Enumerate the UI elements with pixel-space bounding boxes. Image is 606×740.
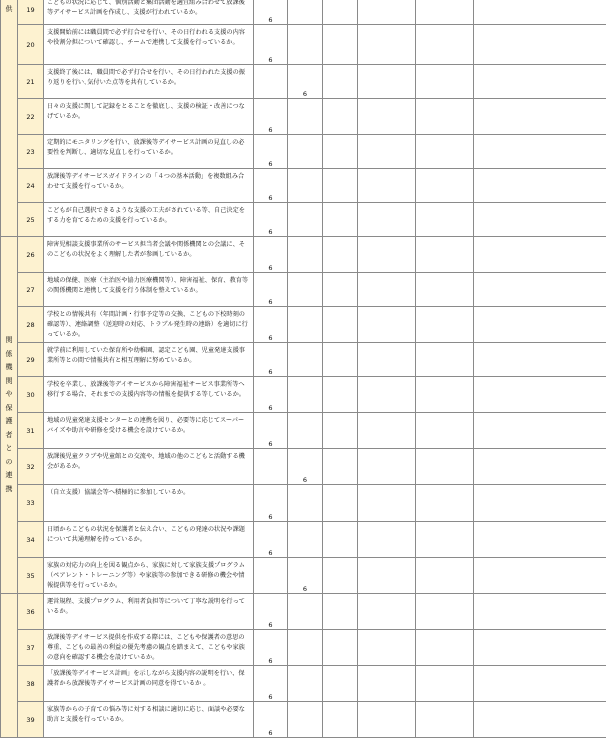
answer-comment [416,25,474,65]
answer-partial [288,273,323,307]
answer-partial [288,0,323,25]
table-row [1,413,606,449]
answer-partial: 6 [288,65,323,99]
item-number: 34 [18,522,44,558]
answer-comment [416,666,474,702]
answer-comment [416,558,474,594]
item-number: 38 [18,666,44,702]
answer-improvement [474,377,606,413]
item-number: 30 [18,377,44,413]
item-text: 障害児相談支援事業所のサービス担当者会議や関係機関との会議に、そのこどもの状況をよく理解した者が参画しているか。 [44,237,254,273]
item-text: 学校との情報共有（年間計画・行事予定等の交換、こどもの下校時刻の確認等）、連絡調整（送迎時の対応、トラブル発生時の連絡）を適切に行っているか。 [44,307,254,343]
item-text: 地域の児童発達支援センターとの連携を図り、必要等に応じてスーパーバイズや助言や研修を受ける機会を設けているか。 [44,413,254,449]
answer-yes: 6 [254,307,288,343]
table-row [1,485,606,522]
answer-partial [288,99,323,135]
answer-improvement [474,203,606,237]
answer-improvement [474,0,606,25]
answer-partial: 6 [288,449,323,485]
item-number: 39 [18,702,44,738]
item-number: 36 [18,594,44,630]
item-number: 31 [18,413,44,449]
answer-partial: 6 [288,558,323,594]
answer-unknown [358,485,416,522]
table-row [1,594,606,630]
answer-no [323,449,358,485]
answer-comment [416,702,474,738]
answer-unknown [358,0,416,25]
category-cell [1,0,18,237]
category-cell [1,237,18,594]
answer-no [323,702,358,738]
table-row [1,25,606,65]
item-text: こどもの状況に応じて、個別活動と集団活動を適宜組み合わせて放課後等デイサービス計画を作成し、支援が行われているか。 [44,0,254,25]
table-row [1,343,606,377]
answer-unknown [358,377,416,413]
answer-no [323,65,358,99]
answer-no [323,25,358,65]
answer-comment [416,65,474,99]
answer-comment [416,203,474,237]
answer-yes: 6 [254,0,288,25]
answer-partial [288,203,323,237]
answer-yes: 6 [254,630,288,666]
answer-unknown [358,630,416,666]
answer-comment [416,0,474,25]
table-row [1,666,606,702]
answer-unknown [358,307,416,343]
answer-no [323,307,358,343]
answer-improvement [474,449,606,485]
item-text: 放課後等デイサービスガイドラインの「４つの基本活動」を複数組み合わせて支援を行っているか。 [44,169,254,203]
answer-partial [288,702,323,738]
answer-improvement [474,413,606,449]
table-row [1,558,606,594]
category-cell [1,594,18,738]
answer-comment [416,377,474,413]
item-text: 放課後児童クラブや児童館との交流や、地域の他のこどもと活動する機会があるか。 [44,449,254,485]
answer-no [323,237,358,273]
answer-comment [416,99,474,135]
answer-unknown [358,135,416,169]
table-row [1,273,606,307]
table-row [1,449,606,485]
answer-partial [288,307,323,343]
answer-unknown [358,65,416,99]
answer-unknown [358,702,416,738]
answer-no [323,135,358,169]
item-number: 19 [18,0,44,25]
item-text: 日頃からこどもの状況を保護者と伝え合い、こどもの発達の状況や課題について共通理解を持っているか。 [44,522,254,558]
answer-unknown [358,343,416,377]
answer-yes: 6 [254,522,288,558]
table-row [1,99,606,135]
table-row [1,65,606,99]
item-text: 定期的にモニタリングを行い、放課後等デイサービス計画の見直しの必要性を判断し、適切な見直しを行っているか。 [44,135,254,169]
item-text: 支援開始前には職員間で必ず打合せを行い、その日行われる支援の内容や役割分担について確認し、チームで連携して支援を行っているか。 [44,25,254,65]
answer-yes [254,558,288,594]
answer-yes: 6 [254,99,288,135]
answer-comment [416,169,474,203]
answer-comment [416,135,474,169]
answer-comment [416,273,474,307]
answer-unknown [358,558,416,594]
answer-no [323,485,358,522]
answer-unknown [358,413,416,449]
table-row [1,237,606,273]
answer-no [323,666,358,702]
answer-improvement [474,65,606,99]
answer-improvement [474,522,606,558]
answer-comment [416,307,474,343]
item-number: 21 [18,65,44,99]
answer-yes: 6 [254,203,288,237]
answer-partial [288,522,323,558]
item-text: こどもが自己選択できるような支援の工夫がされている等、自己決定をする力を育てるための支援を行っているか。 [44,203,254,237]
answer-unknown [358,522,416,558]
answer-yes: 6 [254,702,288,738]
answer-improvement [474,343,606,377]
answer-no [323,413,358,449]
item-text: 就学前に利用していた保育所や幼稚園、認定こども園、児童発達支援事業所等との間で情報共有と相互理解に努めているか。 [44,343,254,377]
answer-unknown [358,25,416,65]
answer-no [323,558,358,594]
item-number: 33 [18,485,44,522]
answer-yes: 6 [254,273,288,307]
table-row [1,522,606,558]
answer-improvement [474,558,606,594]
answer-yes [254,449,288,485]
item-number: 27 [18,273,44,307]
item-number: 35 [18,558,44,594]
answer-unknown [358,203,416,237]
item-number: 25 [18,203,44,237]
answer-partial [288,343,323,377]
answer-no [323,522,358,558]
answer-improvement [474,135,606,169]
answer-comment [416,237,474,273]
item-text: （自立支援）協議会等へ積極的に参加しているか。 [44,485,254,522]
table-row [1,630,606,666]
answer-improvement [474,485,606,522]
item-number: 23 [18,135,44,169]
answer-partial [288,25,323,65]
answer-yes: 6 [254,237,288,273]
answer-partial [288,135,323,169]
answer-comment [416,630,474,666]
answer-improvement [474,307,606,343]
answer-yes: 6 [254,413,288,449]
answer-partial [288,666,323,702]
table-row [1,0,606,25]
answer-unknown [358,169,416,203]
item-text: 地域の保健、医療（主治医や協力医療機関等）、障害福祉、保育、教育等の関係機関と連携して支援を行う体制を整えているか。 [44,273,254,307]
item-number: 28 [18,307,44,343]
item-number: 26 [18,237,44,273]
answer-partial [288,413,323,449]
answer-comment [416,594,474,630]
answer-improvement [474,169,606,203]
answer-no [323,343,358,377]
answer-comment [416,343,474,377]
answer-improvement [474,99,606,135]
table-row [1,135,606,169]
item-text: 支援終了後には、職員間で必ず打合せを行い、その日行われた支援の振り返りを行い､気付いた点等を共有しているか。 [44,65,254,99]
table-row [1,169,606,203]
item-text: 運営規程、支援プログラム、利用者負担等について丁寧な説明を行っているか。 [44,594,254,630]
answer-partial [288,485,323,522]
answer-no [323,594,358,630]
answer-unknown [358,449,416,485]
item-text: 家族の対応力の向上を図る観点から、家族に対して家族支援プログラム（ペアレント・トレーニング等）や家族等の参加できる研修の機会や情報提供等を行っているか。 [44,558,254,594]
table-row [1,307,606,343]
answer-improvement [474,237,606,273]
answer-yes [254,65,288,99]
item-number: 20 [18,25,44,65]
answer-comment [416,449,474,485]
answer-yes: 6 [254,485,288,522]
table-row [1,377,606,413]
answer-no [323,273,358,307]
answer-yes: 6 [254,25,288,65]
answer-partial [288,630,323,666]
table-row [1,203,606,237]
item-text: 学校を卒業し、放課後等デイサービスから障害福祉サービス事業所等へ移行する場合、それまでの支援内容等の情報を提供する等しているか。 [44,377,254,413]
answer-comment [416,413,474,449]
answer-no [323,203,358,237]
item-text: 家族等からの子育ての悩み等に対する相談に適切に応じ、面談や必要な助言と支援を行っているか。 [44,702,254,738]
answer-yes: 6 [254,169,288,203]
answer-partial [288,594,323,630]
answer-comment [416,485,474,522]
answer-no [323,377,358,413]
item-number: 37 [18,630,44,666]
answer-yes: 6 [254,135,288,169]
item-text: 放課後等デイサービス提供を作成する際には、こどもや保護者の意思の尊重、こどもの最善の利益の優先考慮の観点を踏まえて、こどもや家族の意向を確認する機会を設けているか。 [44,630,254,666]
answer-partial [288,377,323,413]
answer-no [323,630,358,666]
answer-unknown [358,237,416,273]
answer-yes: 6 [254,666,288,702]
answer-no [323,169,358,203]
answer-improvement [474,630,606,666]
item-number: 22 [18,99,44,135]
item-number: 32 [18,449,44,485]
answer-improvement [474,25,606,65]
answer-improvement [474,702,606,738]
answer-yes: 6 [254,377,288,413]
answer-unknown [358,273,416,307]
category-label: 関 係 機 関 や 保 護 者 と の 連 携 [5,336,13,493]
answer-improvement [474,273,606,307]
answer-improvement [474,666,606,702]
table-row [1,702,606,738]
category-label: 供 [5,5,13,13]
answer-no [323,0,358,25]
answer-improvement [474,594,606,630]
answer-unknown [358,666,416,702]
answer-yes: 6 [254,594,288,630]
item-text: 「放課後等デイサービス計画」を示しながら支援内容の説明を行い、保護者から放課後等デイサービス計画の同意を得ているか 。 [44,666,254,702]
answer-unknown [358,594,416,630]
item-text: 日々の支援に関して記録をとることを徹底し、支援の検証・改善につなげているか。 [44,99,254,135]
answer-yes: 6 [254,343,288,377]
item-number: 29 [18,343,44,377]
answer-unknown [358,99,416,135]
answer-comment [416,522,474,558]
answer-no [323,99,358,135]
answer-partial [288,237,323,273]
answer-partial [288,169,323,203]
item-number: 24 [18,169,44,203]
